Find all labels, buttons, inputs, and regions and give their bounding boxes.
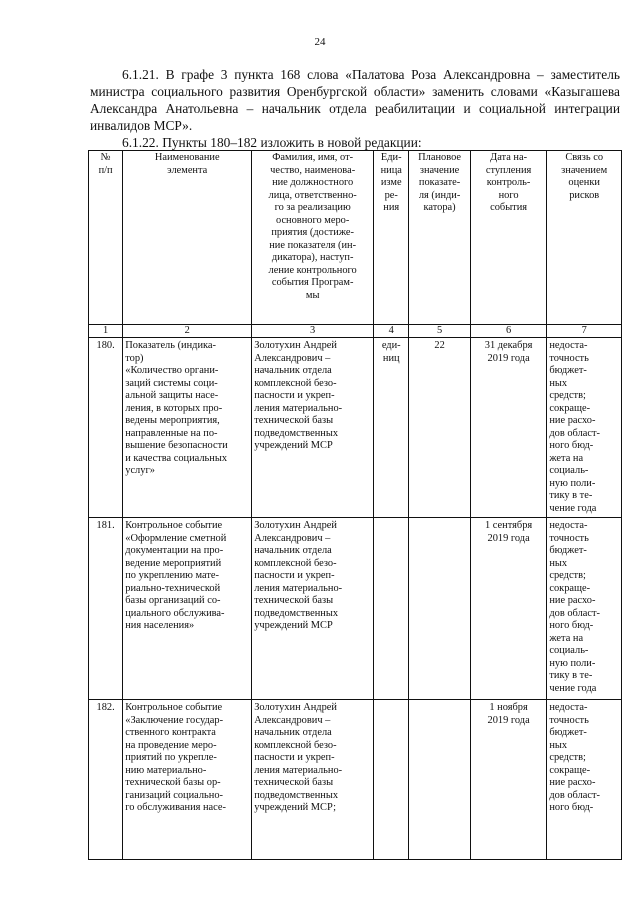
cell-line: «Оформление сметной — [125, 532, 227, 544]
cell-line: Александрович – — [254, 352, 331, 364]
cell-line: Александрович – — [254, 714, 331, 726]
row-number — [89, 518, 123, 700]
column-number: 2 — [123, 325, 252, 338]
cell-line: направленные на по- — [125, 427, 218, 439]
page-number: 24 — [314, 36, 326, 48]
items-table-body — [89, 151, 622, 860]
cell-line: 1 сентября — [485, 520, 533, 531]
cell-line: ница — [380, 164, 402, 176]
cell-line: пасности и укреп- — [254, 570, 335, 581]
cell-line: точность — [549, 714, 589, 726]
cell-line: средств; — [549, 390, 586, 401]
cell-line: жета на — [549, 632, 584, 644]
cell-line: № — [100, 152, 111, 163]
cell-line: Связь со — [565, 152, 604, 163]
cell-line: ние должностного — [272, 177, 354, 188]
cell-line: риально-технической — [125, 582, 221, 594]
cell-line: катора) — [423, 202, 456, 213]
cell-line: Контрольное событие — [125, 520, 223, 531]
cell-line: по укреплению мате- — [125, 570, 219, 581]
unit-cell — [374, 518, 409, 700]
header-cell-responsible-person — [252, 151, 374, 325]
cell-line: значение — [419, 164, 460, 176]
cell-line: еди- — [381, 340, 401, 351]
column-number: 6 — [470, 325, 547, 338]
cell-line: недоста- — [549, 340, 588, 351]
cell-line: ля (инди- — [418, 189, 461, 201]
cell-line: Наименование — [154, 152, 220, 163]
column-number: 1 — [89, 325, 123, 338]
cell-line: ние расхо- — [549, 777, 596, 788]
header-cell-event-date — [470, 151, 547, 325]
cell-line: начальник отдела — [254, 727, 332, 738]
cell-line: на проведение меро- — [125, 739, 217, 751]
cell-line: дов област- — [549, 789, 600, 801]
cell-line: точность — [549, 532, 589, 544]
cell-line: «Количество органи- — [125, 365, 219, 376]
cell-line: приятий по укрепле- — [125, 752, 217, 763]
cell-line: 2019 года — [487, 532, 530, 544]
column-number: 7 — [547, 325, 622, 338]
responsible-person-cell — [252, 518, 374, 700]
cell-line: 182. — [96, 702, 115, 713]
cell-line: Контрольное событие — [125, 702, 223, 713]
column-numbers-row — [89, 325, 622, 338]
cell-line: и качества социальных — [125, 452, 228, 464]
cell-line: дов област- — [549, 607, 600, 619]
paragraph-6-1-21 — [90, 66, 620, 134]
cell-line: подведомственных — [254, 789, 339, 801]
column-number: 4 — [374, 325, 409, 338]
cell-line: значением — [561, 164, 608, 176]
cell-line: начальник отдела — [254, 365, 332, 376]
cell-line: недоста- — [549, 520, 588, 531]
cell-line: чество, наименова- — [270, 164, 356, 176]
header-cell-number — [89, 151, 123, 325]
cell-line: Золотухин Андрей — [254, 520, 337, 531]
cell-line: учреждений МСР — [254, 620, 333, 631]
cell-line: элемента — [167, 164, 208, 176]
cell-line: чение года — [549, 682, 597, 694]
cell-line: социаль- — [549, 465, 589, 476]
table-row — [89, 700, 622, 860]
cell-line: сокраще- — [549, 764, 591, 776]
cell-line: сокраще- — [549, 582, 591, 594]
cell-line: учреждений МСР; — [254, 802, 337, 813]
cell-line: ступления — [485, 164, 532, 176]
cell-line: 31 декабря — [484, 340, 533, 351]
header-cell-risk-link — [547, 151, 622, 325]
cell-line: оценки — [568, 177, 600, 188]
planned-value-cell — [409, 518, 470, 700]
cell-line: комплексной безо- — [254, 377, 337, 389]
cell-line: ниц — [382, 352, 400, 364]
cell-line: чение года — [549, 502, 597, 514]
responsible-person-cell — [252, 338, 374, 518]
clause-number: 6.1.21. — [122, 67, 159, 82]
header-cell-element-name — [123, 151, 252, 325]
table-row — [89, 338, 622, 518]
cell-line: ре- — [384, 189, 398, 201]
cell-line: ную поли- — [549, 657, 596, 669]
unit-cell — [374, 700, 409, 860]
cell-line: средств; — [549, 570, 586, 581]
header-cell-unit — [374, 151, 409, 325]
cell-line: контроль- — [486, 177, 531, 188]
cell-line: средств; — [549, 752, 586, 763]
element-name-cell — [123, 338, 252, 518]
cell-line: ных — [549, 739, 568, 751]
cell-line: нию материально- — [125, 764, 207, 776]
header-cell-planned-value — [409, 151, 470, 325]
event-date-cell — [470, 700, 547, 860]
row-number — [89, 700, 123, 860]
cell-line: 22 — [434, 340, 445, 351]
cell-line: альной защиты насе- — [125, 390, 219, 401]
table-row — [89, 518, 622, 700]
clause-number: 6.1.22. — [122, 135, 159, 150]
cell-line: рисков — [569, 189, 600, 201]
cell-line: дов област- — [549, 427, 600, 439]
clause-text: В графе 3 пункта 168 слова «Палатова Роза Александровна – заместитель министра социального развития Оренбургской области» заменить словами «Казыгашева Александра Анатольевна – начальник отдела реабилитации и социальной интеграции инвалидов МСР». — [90, 67, 620, 133]
cell-line: начальник отдела — [254, 545, 332, 556]
cell-line: ных — [549, 377, 568, 389]
cell-line: лица, ответственно- — [268, 189, 357, 201]
cell-line: 2019 года — [487, 714, 530, 726]
cell-line: подведомственных — [254, 607, 339, 619]
cell-line: ние показателя (ин- — [269, 239, 357, 251]
column-number: 5 — [409, 325, 470, 338]
cell-line: ных — [549, 557, 568, 569]
cell-line: циального обслужива- — [125, 607, 225, 619]
cell-line: ведение мероприятий — [125, 557, 222, 569]
cell-line: ления материально- — [254, 764, 343, 776]
cell-line: показате- — [418, 177, 461, 188]
cell-line: бюджет- — [549, 545, 587, 556]
cell-line: 181. — [96, 520, 115, 531]
cell-line: жета на — [549, 452, 584, 464]
cell-line: ственного контракта — [125, 727, 216, 738]
element-name-cell — [123, 518, 252, 700]
cell-line: технической базы — [254, 595, 334, 606]
cell-line: тику в те- — [549, 490, 593, 501]
paragraph-6-1-22 — [90, 134, 620, 151]
cell-line: мы — [305, 289, 320, 301]
cell-line: комплексной безо- — [254, 557, 337, 569]
cell-line: Фамилия, имя, от- — [272, 152, 354, 163]
cell-line: 180. — [96, 340, 115, 351]
clause-text: Пункты 180–182 изложить в новой редакции: — [162, 135, 422, 150]
cell-line: учреждений МСР — [254, 440, 333, 451]
cell-line: основного меро- — [275, 214, 350, 226]
risk-link-cell — [547, 700, 622, 860]
element-name-cell — [123, 700, 252, 860]
cell-line: недоста- — [549, 702, 588, 713]
header-row — [89, 151, 622, 325]
cell-line: пасности и укреп- — [254, 752, 335, 763]
cell-line: бюджет- — [549, 727, 587, 738]
unit-cell — [374, 338, 409, 518]
cell-line: 2019 года — [487, 352, 530, 364]
risk-link-cell — [547, 338, 622, 518]
cell-line: вышение безопасности — [125, 440, 228, 451]
cell-line: го обслуживания насе- — [125, 802, 226, 813]
cell-line: го за реализацию — [274, 202, 351, 213]
cell-line: заций системы соци- — [125, 377, 218, 389]
cell-line: ведены мероприятия, — [125, 415, 220, 426]
planned-value-cell — [409, 338, 470, 518]
cell-line: ного бюд- — [549, 802, 594, 813]
cell-line: Золотухин Андрей — [254, 702, 337, 713]
event-date-cell — [470, 518, 547, 700]
cell-line: технической базы ор- — [125, 777, 221, 788]
cell-line: ние расхо- — [549, 595, 596, 606]
column-number: 3 — [252, 325, 374, 338]
cell-line: Показатель (индика- — [125, 340, 216, 351]
cell-line: ления, в которых про- — [125, 402, 223, 414]
cell-line: базы организаций со- — [125, 595, 221, 606]
cell-line: изме — [380, 177, 402, 188]
row-number — [89, 338, 123, 518]
event-date-cell — [470, 338, 547, 518]
cell-line: ления материально- — [254, 402, 343, 414]
cell-line: ганизаций социально- — [125, 789, 224, 801]
responsible-person-cell — [252, 700, 374, 860]
cell-line: ного — [498, 189, 519, 201]
cell-line: ние расхо- — [549, 415, 596, 426]
items-table — [88, 150, 622, 860]
cell-line: тику в те- — [549, 670, 593, 681]
cell-line: «Заключение государ- — [125, 714, 224, 726]
cell-line: Дата на- — [490, 152, 528, 163]
cell-line: приятия (достиже- — [271, 227, 354, 238]
cell-line: ную поли- — [549, 477, 596, 489]
cell-line: Золотухин Андрей — [254, 340, 337, 351]
cell-line: ния населения» — [125, 620, 195, 631]
cell-line: ния — [383, 202, 400, 213]
cell-line: Плановое — [418, 152, 461, 163]
cell-line: документации на про- — [125, 545, 224, 556]
cell-line: подведомственных — [254, 427, 339, 439]
cell-line: социаль- — [549, 645, 589, 656]
cell-line: ного бюд- — [549, 440, 594, 451]
cell-line: Еди- — [380, 152, 402, 163]
risk-link-cell — [547, 518, 622, 700]
cell-line: ление контрольного — [268, 264, 357, 276]
cell-line: точность — [549, 352, 589, 364]
cell-line: ного бюд- — [549, 620, 594, 631]
cell-line: сокраще- — [549, 402, 591, 414]
cell-line: 1 ноября — [489, 702, 528, 713]
cell-line: события Програм- — [271, 277, 354, 288]
cell-line: технической базы — [254, 415, 334, 426]
cell-line: Александрович – — [254, 532, 331, 544]
cell-line: дикатора), наступ- — [271, 252, 354, 263]
planned-value-cell — [409, 700, 470, 860]
cell-line: события — [490, 202, 528, 213]
cell-line: технической базы — [254, 777, 334, 788]
cell-line: ления материально- — [254, 582, 343, 594]
cell-line: п/п — [98, 164, 113, 176]
cell-line: пасности и укреп- — [254, 390, 335, 401]
cell-line: бюджет- — [549, 365, 587, 376]
cell-line: услуг» — [125, 465, 155, 476]
cell-line: тор) — [125, 352, 144, 364]
cell-line: комплексной безо- — [254, 739, 337, 751]
